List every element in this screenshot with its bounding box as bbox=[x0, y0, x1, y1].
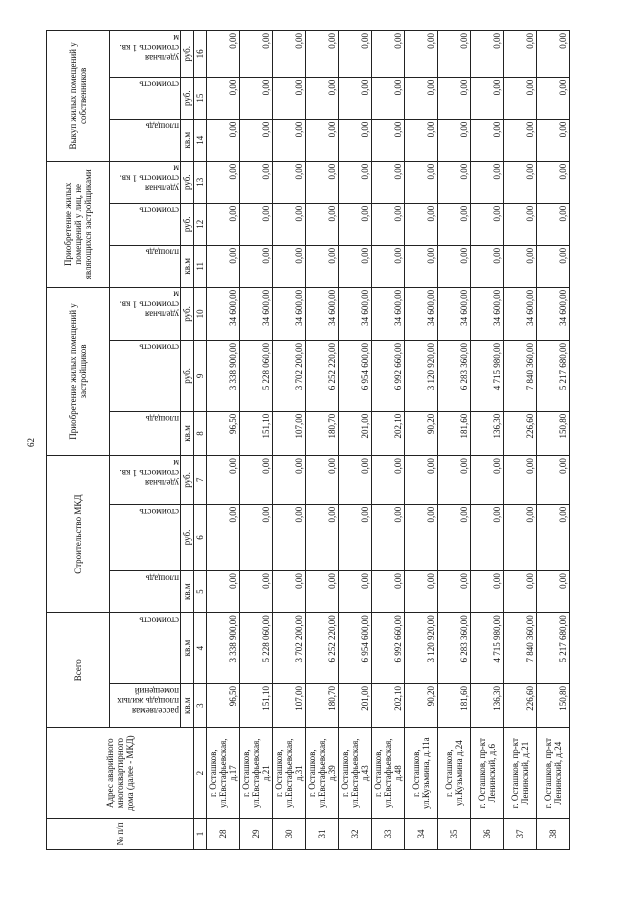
vykup-unit-cost: 0,00 bbox=[504, 31, 537, 78]
ne-zastr-unit-cost: 0,00 bbox=[339, 161, 372, 203]
total-area: 107,00 bbox=[273, 684, 306, 728]
zastr-area: 151,10 bbox=[240, 411, 273, 455]
build-area: 0,00 bbox=[537, 571, 570, 613]
vykup-cost: 0,00 bbox=[240, 77, 273, 119]
ne-zastr-unit-cost: 0,00 bbox=[273, 161, 306, 203]
total-cost: 5 228 060,00 bbox=[240, 613, 273, 684]
ne-zastr-cost: 0,00 bbox=[438, 203, 471, 245]
ne-zastr-cost: 0,00 bbox=[273, 203, 306, 245]
vykup-cost: 0,00 bbox=[471, 77, 504, 119]
zastr-unit-cost: 34 600,00 bbox=[306, 287, 339, 340]
vykup-area: 0,00 bbox=[537, 119, 570, 161]
column-number: 3 bbox=[194, 684, 207, 728]
table-body bbox=[207, 31, 570, 850]
column-number: 7 bbox=[194, 456, 207, 505]
vykup-unit-cost: 0,00 bbox=[372, 31, 405, 78]
zastr-area: 150,80 bbox=[537, 411, 570, 455]
address-cell: г. Осташков, ул.Евстафьевская, д.48 bbox=[372, 728, 405, 819]
ne-zastr-unit-cost: 0,00 bbox=[372, 161, 405, 203]
address-cell: г. Осташков, ул.Евстафьевская, д.21 bbox=[240, 728, 273, 819]
build-cost: 0,00 bbox=[339, 504, 372, 570]
unit-cell: руб. bbox=[181, 203, 194, 245]
col-ploshad: площадь bbox=[110, 119, 181, 161]
group-vsego: Всего bbox=[47, 613, 110, 728]
table-row bbox=[207, 31, 240, 850]
units-row bbox=[181, 31, 194, 850]
zastr-cost: 6 252 220,00 bbox=[306, 340, 339, 411]
build-cost: 0,00 bbox=[438, 504, 471, 570]
ne-zastr-cost: 0,00 bbox=[306, 203, 339, 245]
ne-zastr-unit-cost: 0,00 bbox=[471, 161, 504, 203]
zastr-unit-cost: 34 600,00 bbox=[504, 287, 537, 340]
vykup-unit-cost: 0,00 bbox=[273, 31, 306, 78]
column-number: 1 bbox=[194, 819, 207, 850]
unit-cell: руб. bbox=[181, 340, 194, 411]
vykup-area: 0,00 bbox=[504, 119, 537, 161]
ne-zastr-area: 0,00 bbox=[306, 245, 339, 287]
numbering-row bbox=[194, 31, 207, 850]
vykup-cost: 0,00 bbox=[504, 77, 537, 119]
ne-zastr-area: 0,00 bbox=[372, 245, 405, 287]
address-cell: г. Осташков, пр-кт Ленинский, д.24 bbox=[537, 728, 570, 819]
unit-cell: кв.м bbox=[181, 245, 194, 287]
ne-zastr-cost: 0,00 bbox=[537, 203, 570, 245]
vykup-unit-cost: 0,00 bbox=[306, 31, 339, 78]
col-ploshad: площадь bbox=[110, 411, 181, 455]
ne-zastr-cost: 0,00 bbox=[339, 203, 372, 245]
build-unit-cost: 0,00 bbox=[240, 456, 273, 505]
zastr-unit-cost: 34 600,00 bbox=[339, 287, 372, 340]
column-number: 6 bbox=[194, 504, 207, 570]
row-number: 30 bbox=[273, 819, 306, 850]
ne-zastr-area: 0,00 bbox=[273, 245, 306, 287]
vykup-area: 0,00 bbox=[207, 119, 240, 161]
row-number: 28 bbox=[207, 819, 240, 850]
vykup-cost: 0,00 bbox=[537, 77, 570, 119]
address-cell: г. Осташков, ул.Кузьмина, д.11а bbox=[405, 728, 438, 819]
total-cost: 6 283 360,00 bbox=[438, 613, 471, 684]
vykup-cost: 0,00 bbox=[339, 77, 372, 119]
build-cost: 0,00 bbox=[306, 504, 339, 570]
col-udelnaya: удельная стоимость 1 кв. м bbox=[110, 161, 181, 203]
zastr-area: 202,10 bbox=[372, 411, 405, 455]
zastr-cost: 6 954 600,00 bbox=[339, 340, 372, 411]
total-cost: 7 840 360,00 bbox=[504, 613, 537, 684]
ne-zastr-cost: 0,00 bbox=[372, 203, 405, 245]
total-area: 226,60 bbox=[504, 684, 537, 728]
zastr-unit-cost: 34 600,00 bbox=[273, 287, 306, 340]
group-stroitelstvo: Строительство МКД bbox=[47, 456, 110, 613]
vykup-area: 0,00 bbox=[471, 119, 504, 161]
build-unit-cost: 0,00 bbox=[405, 456, 438, 505]
zastr-cost: 4 715 980,00 bbox=[471, 340, 504, 411]
ne-zastr-area: 0,00 bbox=[471, 245, 504, 287]
build-area: 0,00 bbox=[405, 571, 438, 613]
ne-zastr-area: 0,00 bbox=[339, 245, 372, 287]
unit-cell: руб. bbox=[181, 77, 194, 119]
column-number: 9 bbox=[194, 340, 207, 411]
table-row bbox=[306, 31, 339, 850]
column-number: 10 bbox=[194, 287, 207, 340]
col-udelnaya: удельная стоимость 1 кв. м bbox=[110, 456, 181, 505]
col-stoimost: стоимость bbox=[110, 203, 181, 245]
col-udelnaya: удельная стоимость 1 кв. м bbox=[110, 31, 181, 78]
zastr-area: 107,00 bbox=[273, 411, 306, 455]
zastr-area: 201,00 bbox=[339, 411, 372, 455]
zastr-unit-cost: 34 600,00 bbox=[405, 287, 438, 340]
build-unit-cost: 0,00 bbox=[504, 456, 537, 505]
build-area: 0,00 bbox=[207, 571, 240, 613]
build-unit-cost: 0,00 bbox=[273, 456, 306, 505]
zastr-cost: 3 702 200,00 bbox=[273, 340, 306, 411]
address-cell: г. Осташков, ул.Кузьмина д.24 bbox=[438, 728, 471, 819]
total-area: 202,10 bbox=[372, 684, 405, 728]
ne-zastr-unit-cost: 0,00 bbox=[405, 161, 438, 203]
total-area: 136,30 bbox=[471, 684, 504, 728]
zastr-cost: 5 217 680,00 bbox=[537, 340, 570, 411]
zastr-area: 90,20 bbox=[405, 411, 438, 455]
group-vykup: Выкуп жилых помещений у собственников bbox=[47, 31, 110, 162]
ne-zastr-unit-cost: 0,00 bbox=[207, 161, 240, 203]
vykup-area: 0,00 bbox=[438, 119, 471, 161]
column-number: 4 bbox=[194, 613, 207, 684]
zastr-cost: 7 840 360,00 bbox=[504, 340, 537, 411]
col-ploshad: площадь bbox=[110, 245, 181, 287]
vykup-unit-cost: 0,00 bbox=[438, 31, 471, 78]
unit-cell: кв.м bbox=[181, 119, 194, 161]
column-number: 2 bbox=[194, 728, 207, 819]
vykup-unit-cost: 0,00 bbox=[537, 31, 570, 78]
total-area: 201,00 bbox=[339, 684, 372, 728]
build-area: 0,00 bbox=[471, 571, 504, 613]
address-cell: г. Осташков, ул.Евстафьевская, д.43 bbox=[339, 728, 372, 819]
col-stoimost: стоимость bbox=[110, 340, 181, 411]
row-number: 29 bbox=[240, 819, 273, 850]
table-row bbox=[537, 31, 570, 850]
build-cost: 0,00 bbox=[504, 504, 537, 570]
unit-cell: кв.м bbox=[181, 684, 194, 728]
zastr-area: 226,60 bbox=[504, 411, 537, 455]
row-number: 36 bbox=[471, 819, 504, 850]
total-area: 151,10 bbox=[240, 684, 273, 728]
ne-zastr-unit-cost: 0,00 bbox=[240, 161, 273, 203]
zastr-cost: 5 228 060,00 bbox=[240, 340, 273, 411]
ne-zastr-area: 0,00 bbox=[207, 245, 240, 287]
row-number: 35 bbox=[438, 819, 471, 850]
table-row bbox=[339, 31, 372, 850]
group-priobr-zastr: Приобретение жилых помещений у застройщиков bbox=[47, 287, 110, 455]
zastr-area: 180,70 bbox=[306, 411, 339, 455]
row-number: 34 bbox=[405, 819, 438, 850]
column-number: 15 bbox=[194, 77, 207, 119]
table-row bbox=[273, 31, 306, 850]
zastr-unit-cost: 34 600,00 bbox=[471, 287, 504, 340]
column-number: 14 bbox=[194, 119, 207, 161]
build-cost: 0,00 bbox=[273, 504, 306, 570]
row-number: 32 bbox=[339, 819, 372, 850]
vykup-area: 0,00 bbox=[240, 119, 273, 161]
total-cost: 5 217 680,00 bbox=[537, 613, 570, 684]
vykup-cost: 0,00 bbox=[306, 77, 339, 119]
unit-cell: кв.м bbox=[181, 613, 194, 684]
vykup-area: 0,00 bbox=[273, 119, 306, 161]
row-number: 38 bbox=[537, 819, 570, 850]
row-number: 37 bbox=[504, 819, 537, 850]
zastr-unit-cost: 34 600,00 bbox=[438, 287, 471, 340]
ne-zastr-unit-cost: 0,00 bbox=[504, 161, 537, 203]
group-priobr-ne-zastr: Приобретение жилых помещений у лиц, не являющихся застройщиками bbox=[47, 161, 110, 287]
row-number: 31 bbox=[306, 819, 339, 850]
build-unit-cost: 0,00 bbox=[306, 456, 339, 505]
build-unit-cost: 0,00 bbox=[207, 456, 240, 505]
build-area: 0,00 bbox=[504, 571, 537, 613]
vykup-cost: 0,00 bbox=[438, 77, 471, 119]
page-number: 62 bbox=[26, 438, 36, 447]
total-cost: 6 954 600,00 bbox=[339, 613, 372, 684]
unit-cell: руб. bbox=[181, 161, 194, 203]
unit-cell: кв.м bbox=[181, 411, 194, 455]
ne-zastr-cost: 0,00 bbox=[504, 203, 537, 245]
zastr-area: 136,30 bbox=[471, 411, 504, 455]
rotated-table-wrapper bbox=[46, 30, 631, 850]
table-row bbox=[438, 31, 471, 850]
zastr-unit-cost: 34 600,00 bbox=[537, 287, 570, 340]
build-area: 0,00 bbox=[273, 571, 306, 613]
unit-cell: руб. bbox=[181, 456, 194, 505]
total-cost: 6 992 660,00 bbox=[372, 613, 405, 684]
column-number: 16 bbox=[194, 31, 207, 78]
build-cost: 0,00 bbox=[471, 504, 504, 570]
ne-zastr-area: 0,00 bbox=[405, 245, 438, 287]
total-cost: 4 715 980,00 bbox=[471, 613, 504, 684]
vykup-area: 0,00 bbox=[372, 119, 405, 161]
vykup-area: 0,00 bbox=[339, 119, 372, 161]
vykup-unit-cost: 0,00 bbox=[471, 31, 504, 78]
column-number: 5 bbox=[194, 571, 207, 613]
total-cost: 6 252 220,00 bbox=[306, 613, 339, 684]
zastr-area: 181,60 bbox=[438, 411, 471, 455]
vykup-cost: 0,00 bbox=[273, 77, 306, 119]
vykup-unit-cost: 0,00 bbox=[240, 31, 273, 78]
zastr-area: 96,50 bbox=[207, 411, 240, 455]
build-area: 0,00 bbox=[372, 571, 405, 613]
ne-zastr-area: 0,00 bbox=[504, 245, 537, 287]
col-ploshad: площадь bbox=[110, 571, 181, 613]
total-cost: 3 338 900,00 bbox=[207, 613, 240, 684]
address-cell: г. Осташков, ул.Евстафьевская, д.39 bbox=[306, 728, 339, 819]
zastr-unit-cost: 34 600,00 bbox=[207, 287, 240, 340]
ne-zastr-cost: 0,00 bbox=[240, 203, 273, 245]
total-cost: 3 120 920,00 bbox=[405, 613, 438, 684]
col-address-header: Адрес аварийного многоквартирного дома (далее - МКД) bbox=[47, 728, 194, 819]
total-area: 150,80 bbox=[537, 684, 570, 728]
table-row bbox=[372, 31, 405, 850]
total-area: 96,50 bbox=[207, 684, 240, 728]
ne-zastr-area: 0,00 bbox=[537, 245, 570, 287]
zastr-cost: 6 283 360,00 bbox=[438, 340, 471, 411]
table-row bbox=[405, 31, 438, 850]
resettlement-table bbox=[46, 30, 570, 850]
ne-zastr-area: 0,00 bbox=[438, 245, 471, 287]
build-cost: 0,00 bbox=[207, 504, 240, 570]
total-cost: 3 702 200,00 bbox=[273, 613, 306, 684]
table-row bbox=[240, 31, 273, 850]
build-cost: 0,00 bbox=[372, 504, 405, 570]
ne-zastr-cost: 0,00 bbox=[471, 203, 504, 245]
zastr-cost: 6 992 660,00 bbox=[372, 340, 405, 411]
unit-cell: руб. bbox=[181, 287, 194, 340]
build-area: 0,00 bbox=[240, 571, 273, 613]
col-stoimost: стоимость bbox=[110, 504, 181, 570]
build-unit-cost: 0,00 bbox=[471, 456, 504, 505]
row-number: 33 bbox=[372, 819, 405, 850]
table-row bbox=[471, 31, 504, 850]
zastr-unit-cost: 34 600,00 bbox=[240, 287, 273, 340]
vykup-area: 0,00 bbox=[405, 119, 438, 161]
build-cost: 0,00 bbox=[537, 504, 570, 570]
vykup-unit-cost: 0,00 bbox=[405, 31, 438, 78]
vykup-unit-cost: 0,00 bbox=[339, 31, 372, 78]
unit-cell: руб. bbox=[181, 504, 194, 570]
address-cell: г. Осташков, ул.Евстафьевская, д.31 bbox=[273, 728, 306, 819]
col-num-header: № п/п bbox=[47, 819, 194, 850]
column-number: 11 bbox=[194, 245, 207, 287]
vykup-cost: 0,00 bbox=[372, 77, 405, 119]
col-udelnaya: удельная стоимость 1 кв. м bbox=[110, 287, 181, 340]
ne-zastr-unit-cost: 0,00 bbox=[306, 161, 339, 203]
zastr-cost: 3 120 920,00 bbox=[405, 340, 438, 411]
build-area: 0,00 bbox=[306, 571, 339, 613]
ne-zastr-unit-cost: 0,00 bbox=[438, 161, 471, 203]
build-area: 0,00 bbox=[339, 571, 372, 613]
build-area: 0,00 bbox=[438, 571, 471, 613]
build-unit-cost: 0,00 bbox=[339, 456, 372, 505]
build-cost: 0,00 bbox=[405, 504, 438, 570]
vykup-unit-cost: 0,00 bbox=[207, 31, 240, 78]
col-rasselyaemaya: расселяемая площадь жилых помещений bbox=[110, 684, 181, 728]
column-number: 8 bbox=[194, 411, 207, 455]
unit-cell: кв.м bbox=[181, 571, 194, 613]
total-area: 181,60 bbox=[438, 684, 471, 728]
zastr-unit-cost: 34 600,00 bbox=[372, 287, 405, 340]
ne-zastr-area: 0,00 bbox=[240, 245, 273, 287]
column-number: 12 bbox=[194, 203, 207, 245]
build-unit-cost: 0,00 bbox=[372, 456, 405, 505]
unit-cell: руб. bbox=[181, 31, 194, 78]
address-cell: г. Осташков, ул.Евстафьевская, д.17 bbox=[207, 728, 240, 819]
ne-zastr-unit-cost: 0,00 bbox=[537, 161, 570, 203]
build-cost: 0,00 bbox=[240, 504, 273, 570]
ne-zastr-cost: 0,00 bbox=[405, 203, 438, 245]
address-cell: г. Осташков, пр-кт Ленинский, д.6 bbox=[471, 728, 504, 819]
table-row bbox=[504, 31, 537, 850]
total-area: 180,70 bbox=[306, 684, 339, 728]
vykup-cost: 0,00 bbox=[405, 77, 438, 119]
zastr-cost: 3 338 900,00 bbox=[207, 340, 240, 411]
col-stoimost: стоимость bbox=[110, 77, 181, 119]
ne-zastr-cost: 0,00 bbox=[207, 203, 240, 245]
vykup-cost: 0,00 bbox=[207, 77, 240, 119]
vykup-area: 0,00 bbox=[306, 119, 339, 161]
address-cell: г. Осташков, пр-кт Ленинский, д.21 bbox=[504, 728, 537, 819]
col-stoimost: стоимость bbox=[110, 613, 181, 684]
build-unit-cost: 0,00 bbox=[537, 456, 570, 505]
total-area: 90,20 bbox=[405, 684, 438, 728]
column-number: 13 bbox=[194, 161, 207, 203]
build-unit-cost: 0,00 bbox=[438, 456, 471, 505]
